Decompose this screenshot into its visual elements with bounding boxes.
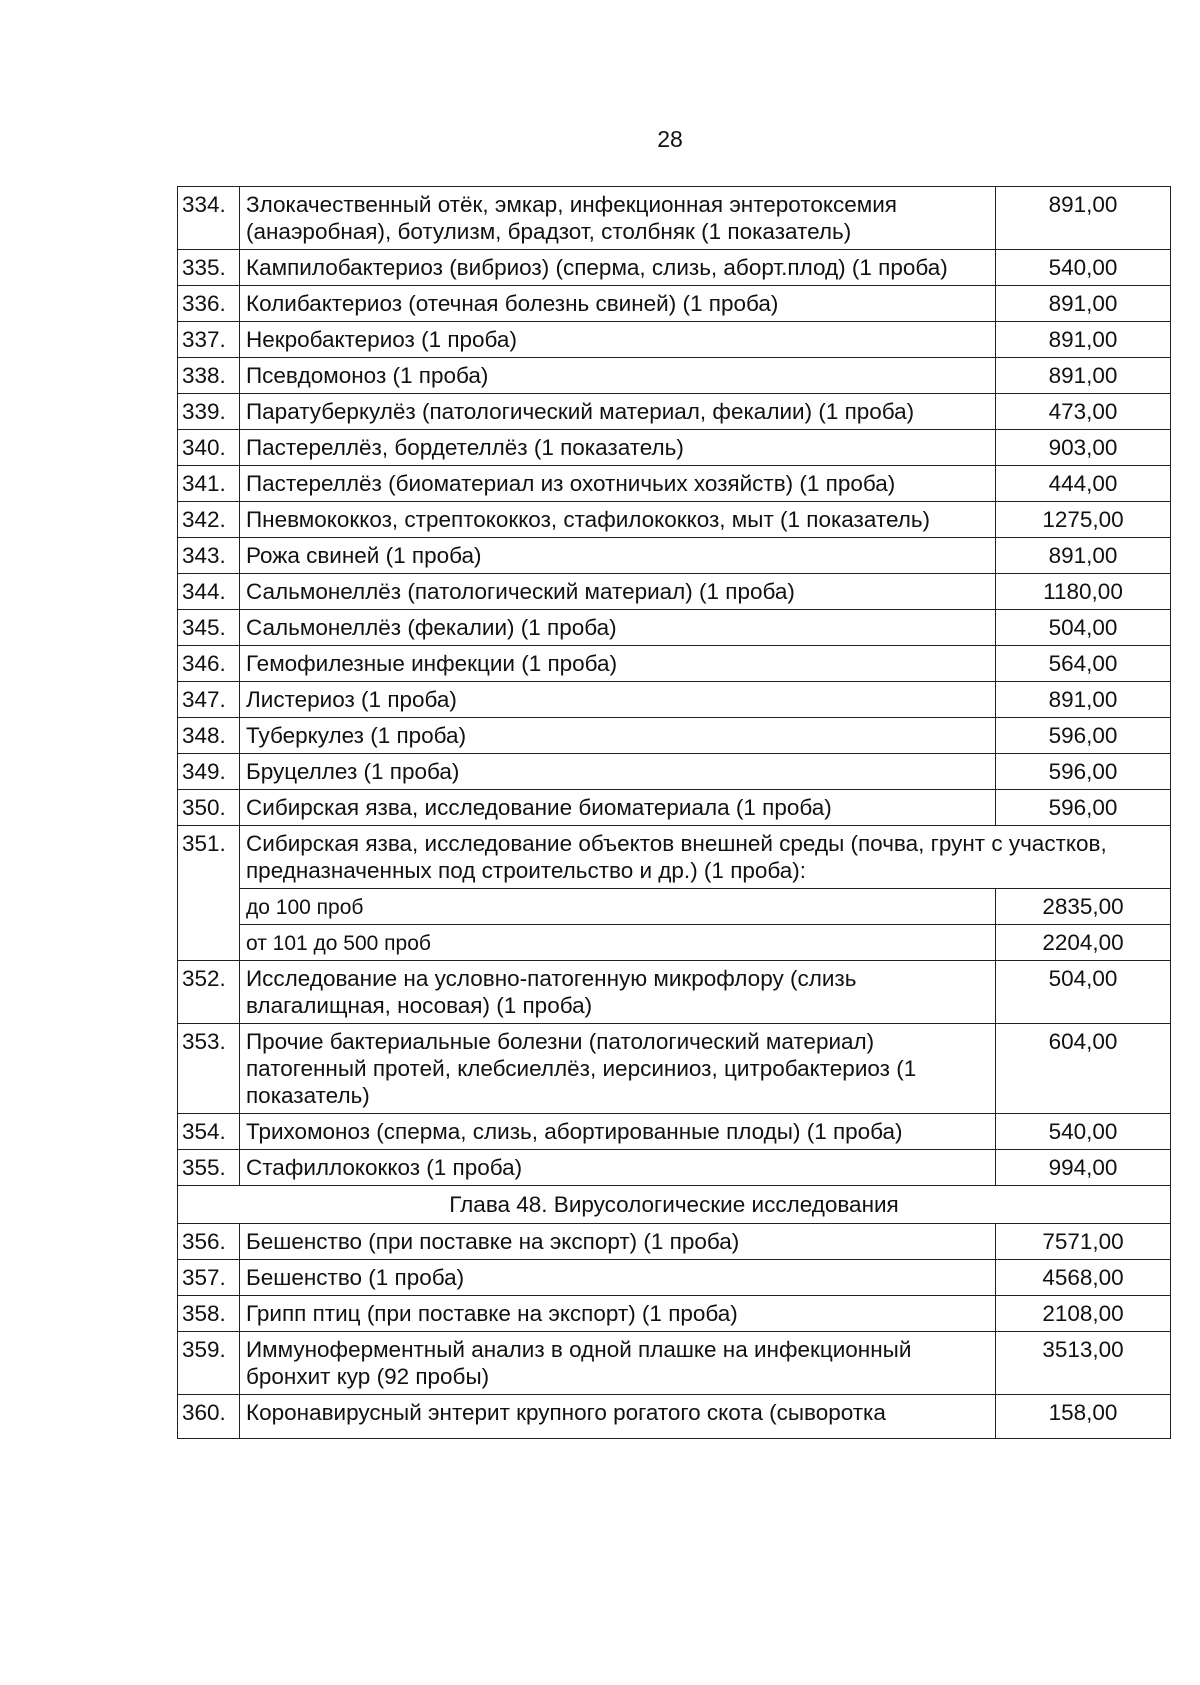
item-price: 891,00 [996,358,1171,394]
item-price: 564,00 [996,646,1171,682]
item-description: Иммуноферментный анализ в одной плашке на инфекционный бронхит кур (92 пробы) [240,1332,996,1395]
table-row [178,250,1171,286]
item-description: Колибактериоз (отечная болезнь свиней) (1 проба) [240,286,996,322]
item-number: 339. [178,394,240,430]
table-row [178,646,1171,682]
item-number: 353. [178,1024,240,1114]
item-number: 347. [178,682,240,718]
item-price: 891,00 [996,187,1171,250]
table-row [178,1150,1171,1186]
table-row [178,1260,1171,1296]
table-row [178,610,1171,646]
table-row [178,1395,1171,1439]
table-row [178,826,1171,889]
item-description: Сальмонеллёз (патологический материал) (1 проба) [240,574,996,610]
subitem-description: до 100 проб [240,889,996,925]
item-description: Бруцеллез (1 проба) [240,754,996,790]
table-row [178,961,1171,1024]
item-description: Гемофилезные инфекции (1 проба) [240,646,996,682]
item-number: 350. [178,790,240,826]
item-description: Сибирская язва, исследование биоматериала (1 проба) [240,790,996,826]
item-number: 351. [178,826,240,961]
item-price: 596,00 [996,718,1171,754]
item-price: 604,00 [996,1024,1171,1114]
table-subrow [178,925,1171,961]
item-price: 891,00 [996,286,1171,322]
item-price: 540,00 [996,1114,1171,1150]
item-price: 1180,00 [996,574,1171,610]
item-price: 540,00 [996,250,1171,286]
item-description: Некробактериоз (1 проба) [240,322,996,358]
item-price: 504,00 [996,961,1171,1024]
table-row [178,682,1171,718]
item-number: 356. [178,1224,240,1260]
subitem-price: 2204,00 [996,925,1171,961]
table-row [178,1024,1171,1114]
table-row [178,1296,1171,1332]
table-row [178,754,1171,790]
table-row [178,430,1171,466]
item-description: Бешенство (при поставке на экспорт) (1 проба) [240,1224,996,1260]
item-number: 346. [178,646,240,682]
item-description: Пастереллёз, бордетеллёз (1 показатель) [240,430,996,466]
item-description: Паратуберкулёз (патологический материал, фекалии) (1 проба) [240,394,996,430]
item-number: 358. [178,1296,240,1332]
item-price: 2108,00 [996,1296,1171,1332]
table-subrow [178,889,1171,925]
table-row [178,1332,1171,1395]
item-price: 3513,00 [996,1332,1171,1395]
item-description: Пастереллёз (биоматериал из охотничьих хозяйств) (1 проба) [240,466,996,502]
item-number: 349. [178,754,240,790]
item-description: Туберкулез (1 проба) [240,718,996,754]
item-number: 338. [178,358,240,394]
item-number: 336. [178,286,240,322]
item-price: 596,00 [996,754,1171,790]
price-table-body [178,187,1171,1439]
page-number: 28 [657,126,683,152]
item-number: 360. [178,1395,240,1439]
table-row [178,322,1171,358]
item-number: 343. [178,538,240,574]
item-number: 341. [178,466,240,502]
item-number: 337. [178,322,240,358]
subitem-description: от 101 до 500 проб [240,925,996,961]
item-number: 352. [178,961,240,1024]
item-number: 344. [178,574,240,610]
item-number: 335. [178,250,240,286]
item-price: 444,00 [996,466,1171,502]
item-price: 891,00 [996,682,1171,718]
item-description: Стафиллококкоз (1 проба) [240,1150,996,1186]
table-row [178,286,1171,322]
item-number: 345. [178,610,240,646]
item-description: Коронавирусный энтерит крупного рогатого скота (сыворотка [240,1395,996,1439]
item-price: 473,00 [996,394,1171,430]
item-description: Злокачественный отёк, эмкар, инфекционная энтеротоксемия (анаэробная), ботулизм, брадзот, столбняк (1 показатель) [240,187,996,250]
item-description: Грипп птиц (при поставке на экспорт) (1 проба) [240,1296,996,1332]
table-row [178,1224,1171,1260]
item-description: Исследование на условно-патогенную микрофлору (слизь влагалищная, носовая) (1 проба) [240,961,996,1024]
item-number: 354. [178,1114,240,1150]
subitem-price: 2835,00 [996,889,1171,925]
item-price: 596,00 [996,790,1171,826]
item-description: Кампилобактериоз (вибриоз) (сперма, слизь, аборт.плод) (1 проба) [240,250,996,286]
item-number: 357. [178,1260,240,1296]
table-row [178,358,1171,394]
table-row [178,574,1171,610]
table-row [178,538,1171,574]
item-price: 1275,00 [996,502,1171,538]
table-row [178,502,1171,538]
item-number: 348. [178,718,240,754]
item-number: 355. [178,1150,240,1186]
item-price: 4568,00 [996,1260,1171,1296]
item-price: 891,00 [996,322,1171,358]
item-price: 903,00 [996,430,1171,466]
item-price: 7571,00 [996,1224,1171,1260]
item-description: Сибирская язва, исследование объектов внешней среды (почва, грунт с участков, предназначенных под строительство и др.) (1 проба): [240,826,1171,889]
table-row [178,187,1171,250]
item-price: 891,00 [996,538,1171,574]
item-price: 504,00 [996,610,1171,646]
table-row [178,718,1171,754]
item-price: 994,00 [996,1150,1171,1186]
item-number: 342. [178,502,240,538]
table-row [178,394,1171,430]
item-description: Прочие бактериальные болезни (патологический материал) патогенный протей, клебсиеллёз, иерсиниоз, цитробактериоз (1 показатель) [240,1024,996,1114]
item-description: Псевдомоноз (1 проба) [240,358,996,394]
item-description: Сальмонеллёз (фекалии) (1 проба) [240,610,996,646]
table-row [178,790,1171,826]
item-description: Пневмококкоз, стрептококкоз, стафилококкоз, мыт (1 показатель) [240,502,996,538]
item-number: 340. [178,430,240,466]
item-price: 158,00 [996,1395,1171,1439]
table-row [178,1114,1171,1150]
item-number: 334. [178,187,240,250]
chapter-row [178,1186,1171,1224]
item-description: Трихомоноз (сперма, слизь, абортированные плоды) (1 проба) [240,1114,996,1150]
item-description: Рожа свиней (1 проба) [240,538,996,574]
item-number: 359. [178,1332,240,1395]
table-row [178,466,1171,502]
chapter-heading: Глава 48. Вирусологические исследования [178,1186,1171,1224]
item-description: Бешенство (1 проба) [240,1260,996,1296]
item-description: Листериоз (1 проба) [240,682,996,718]
price-table [177,186,1171,1439]
